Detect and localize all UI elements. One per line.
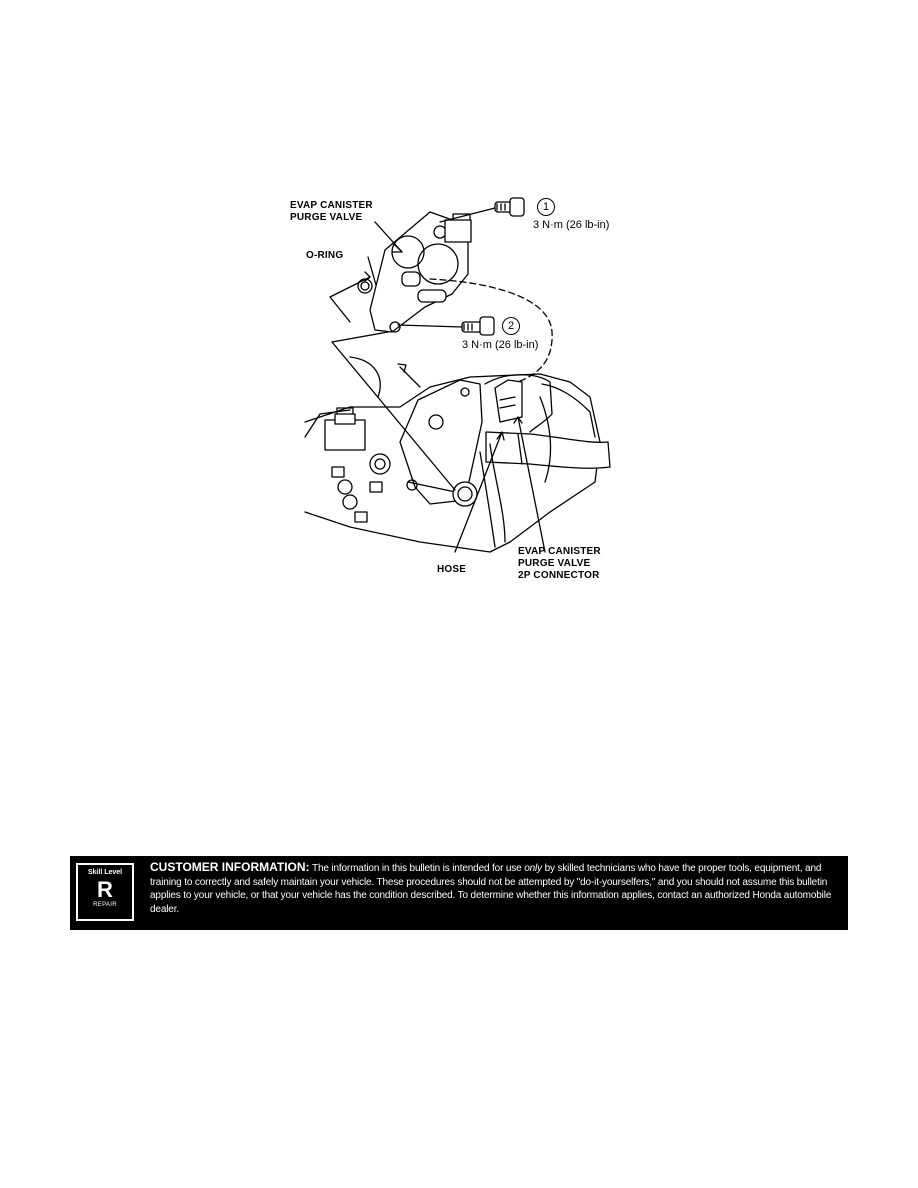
o-ring-label: O-RING bbox=[306, 250, 344, 261]
skill-level-word: REPAIR bbox=[93, 902, 117, 908]
notice-text bbox=[150, 861, 840, 916]
purge-valve-label-line1: EVAP CANISTER bbox=[290, 200, 373, 211]
notice-text-part2: by skilled technicians who have the proper tools, equipment, and training to correctly and safely maintain your vehicle. These procedures should not be attempted by "do-it-yourselfers," and you should not assume this bulletin applies to your vehicle, or that your vehicle has the condition described. To determine whether this information applies, contact an authorized Honda automobile dealer. bbox=[150, 863, 832, 915]
sensor-cap bbox=[335, 414, 355, 424]
bolt-1-torque: 3 N·m (26 lb-in) bbox=[533, 219, 610, 231]
hose-label: HOSE bbox=[437, 564, 467, 575]
intake-curve bbox=[350, 357, 380, 397]
notice-heading: CUSTOMER INFORMATION: bbox=[150, 860, 310, 874]
valve-nozzle bbox=[418, 290, 446, 302]
bolt-1 bbox=[440, 198, 524, 222]
skill-level-badge bbox=[76, 863, 134, 921]
skill-level-label: Skill Level bbox=[87, 869, 123, 876]
valve-connector-housing bbox=[445, 220, 471, 242]
purge-valve-diagram bbox=[290, 182, 620, 592]
connector-label-line3: 2P CONNECTOR bbox=[518, 570, 600, 581]
sensor-bolt bbox=[370, 454, 390, 474]
bolt-2-number: 2 bbox=[502, 317, 520, 335]
connector-label-line1: EVAP CANISTER bbox=[518, 546, 601, 557]
purge-valve-label bbox=[290, 200, 373, 224]
notice-text-part1: The information in this bulletin is intended for use bbox=[312, 863, 522, 874]
bolt-2-torque: 3 N·m (26 lb-in) bbox=[462, 339, 539, 351]
skill-level-letter: R bbox=[97, 877, 113, 902]
vacuum-hose bbox=[486, 432, 610, 468]
customer-information-notice bbox=[70, 856, 848, 930]
notice-text-emphasis: only bbox=[524, 863, 542, 874]
purge-valve-label-line2: PURGE VALVE bbox=[290, 212, 363, 223]
bolt-2 bbox=[398, 317, 494, 335]
bolt-1-number: 1 bbox=[537, 198, 555, 216]
connector-label-line2: PURGE VALVE bbox=[518, 558, 591, 569]
engine-illustration bbox=[290, 182, 620, 592]
connector-label bbox=[518, 546, 601, 582]
